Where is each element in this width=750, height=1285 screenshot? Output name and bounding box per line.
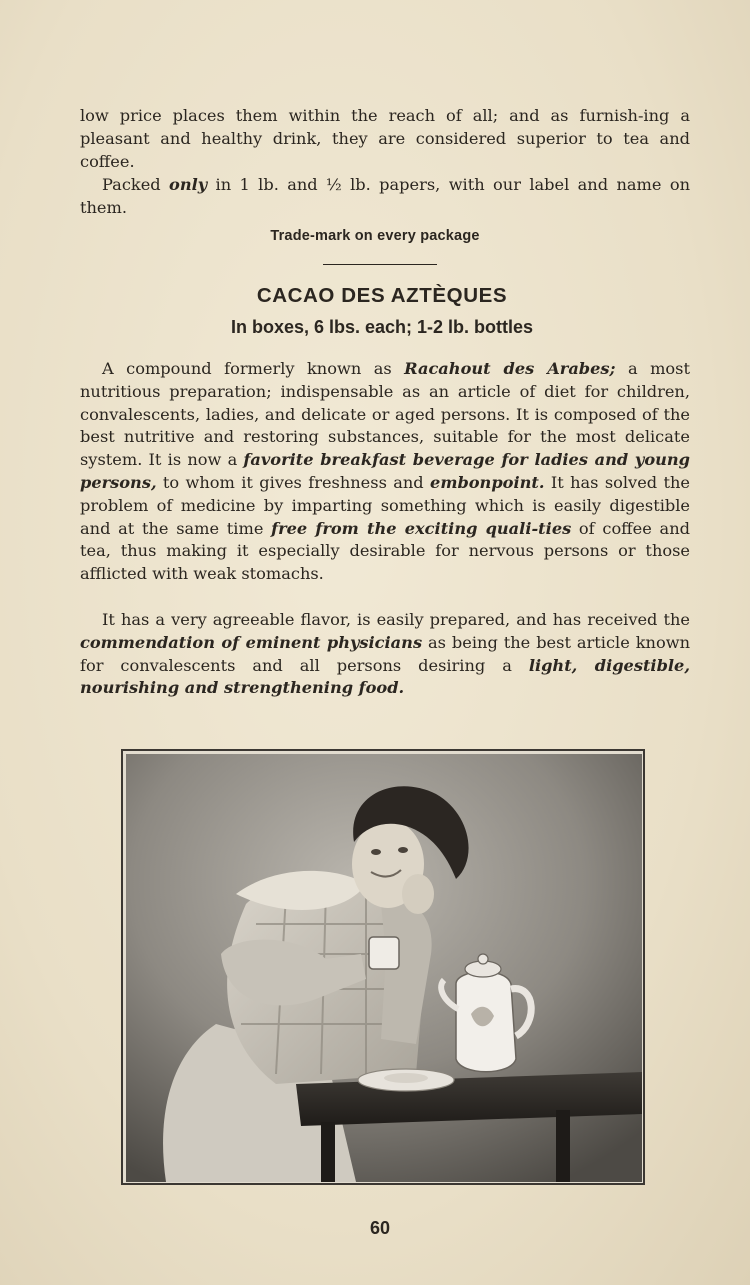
packed-paragraph xyxy=(80,174,690,220)
product-title: CACAO DES AZTÈQUES xyxy=(256,284,508,307)
packed-text-end: in 1 lb. and ½ lb. papers, with our label and name on them. xyxy=(80,175,691,217)
recommendation-paragraph xyxy=(80,609,690,700)
photo-illustration xyxy=(126,754,642,1182)
woman-with-teapot-photo xyxy=(121,749,645,1185)
trademark-note: Trade-mark on every package xyxy=(270,228,480,244)
intro-text: low price places them within the reach of all; and as furnish-ing a pleasant and healthy drink, they are considered superior to tea and coffee. xyxy=(80,106,690,171)
packed-emphasis: only xyxy=(169,175,208,194)
recommendation-text: It has a very agreeable flavor, is easily prepared, and has received the xyxy=(102,610,690,629)
description-emphasis: embonpoint. xyxy=(430,472,545,492)
recommendation-emphasis: commendation of eminent physicians xyxy=(80,632,423,652)
description-text: of coffee and tea, thus making it especially desirable for nervous persons or those afflicted with weak stomachs. xyxy=(80,518,690,584)
description-emphasis: Racahout des Arabes; xyxy=(404,359,616,378)
product-subtitle: In boxes, 6 lbs. each; 1-2 lb. bottles xyxy=(230,317,534,337)
description-text: a most nutritious preparation; indispensable as an article of diet for children, convalescents, ladies, and delicate or aged persons. It is composed of the best nutritive and restoring substances, suitable for the most delicate system. It is now a xyxy=(80,359,690,470)
description-paragraph xyxy=(80,358,690,586)
intro-paragraph xyxy=(80,105,690,173)
description-emphasis: favorite breakfast beverage for ladies and young persons, xyxy=(80,450,690,492)
recommendation-text: as being the best article known for convalescents and all persons desiring a xyxy=(80,632,690,675)
description-text: to whom it gives freshness and xyxy=(156,472,431,492)
section-divider xyxy=(323,264,437,265)
description-text: It has solved the problem of medicine by imparting something which is easily digestible and at the same time xyxy=(80,472,690,538)
page-number: 60 xyxy=(369,1218,391,1238)
packed-text: Packed xyxy=(102,175,170,194)
description-text: A compound formerly known as xyxy=(102,359,405,378)
recommendation-emphasis: light, digestible, nourishing and strengthening food. xyxy=(80,655,690,698)
description-emphasis: free from the exciting quali-ties xyxy=(271,518,572,538)
